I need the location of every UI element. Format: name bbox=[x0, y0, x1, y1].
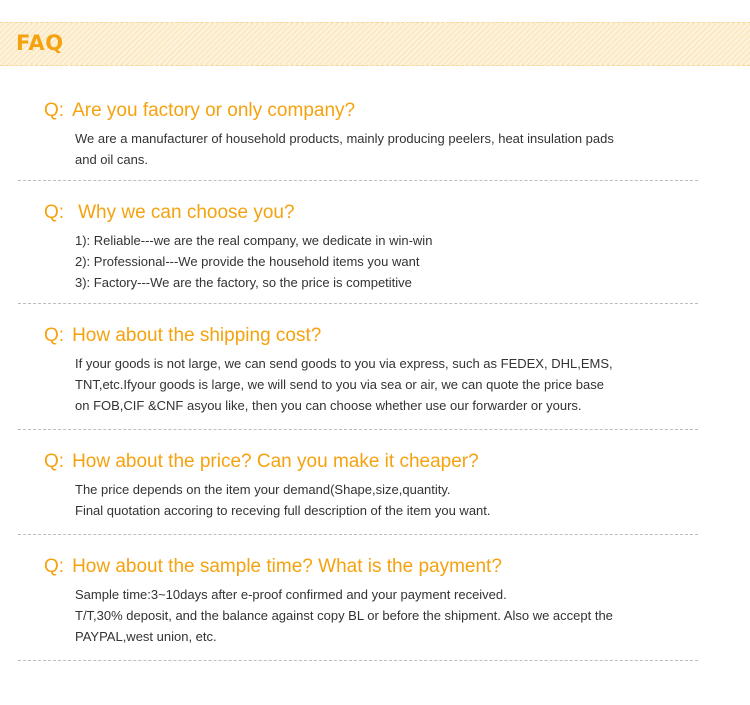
faq-item bbox=[18, 181, 698, 304]
question-prefix: Q: bbox=[44, 556, 65, 577]
answer-line: on FOB,CIF &CNF asyou like, then you can choose whether use our forwarder or yours. bbox=[75, 398, 582, 413]
question-text: Are you factory or only company? bbox=[72, 100, 356, 121]
faq-question bbox=[18, 201, 698, 225]
answer-line: and oil cans. bbox=[75, 152, 148, 167]
faq-question bbox=[18, 555, 698, 579]
faq-answer bbox=[18, 230, 675, 293]
question-prefix: Q: bbox=[44, 325, 65, 346]
faq-question bbox=[18, 450, 698, 474]
faq-item bbox=[18, 430, 698, 535]
faq-item bbox=[18, 304, 698, 430]
question-prefix: Q: bbox=[44, 100, 65, 121]
faq-answer bbox=[18, 584, 675, 647]
faq-answer bbox=[18, 128, 675, 170]
faq-question bbox=[18, 99, 698, 123]
faq-question bbox=[18, 324, 698, 348]
question-text: How about the shipping cost? bbox=[72, 325, 322, 346]
answer-line: If your goods is not large, we can send goods to you via express, such as FEDEX, DHL,EMS, bbox=[75, 356, 613, 371]
faq-header-band bbox=[0, 22, 750, 66]
faq-item bbox=[18, 535, 698, 661]
question-text: Why we can choose you? bbox=[78, 202, 295, 223]
answer-line: Final quotation accoring to receving full description of the item you want. bbox=[75, 503, 491, 518]
answer-line: The price depends on the item your demand(Shape,size,quantity. bbox=[75, 482, 451, 497]
faq-title: FAQ bbox=[16, 31, 64, 55]
faq-item bbox=[18, 66, 698, 181]
question-text: How about the sample time? What is the payment? bbox=[72, 556, 502, 577]
answer-line: TNT,etc.Ifyour goods is large, we will send to you via sea or air, we can quote the price base bbox=[75, 377, 604, 392]
answer-line: 1): Reliable---we are the real company, we dedicate in win-win bbox=[75, 233, 433, 248]
answer-line: 2): Professional---We provide the household items you want bbox=[75, 254, 420, 269]
answer-line: Sample time:3~10days after e-proof confirmed and your payment received. bbox=[75, 587, 507, 602]
answer-line: T/T,30% deposit, and the balance against copy BL or before the shipment. Also we accept the bbox=[75, 608, 613, 623]
answer-line: We are a manufacturer of household products, mainly producing peelers, heat insulation pads bbox=[75, 131, 614, 146]
faq-answer bbox=[18, 353, 675, 416]
answer-line: PAYPAL,west union, etc. bbox=[75, 629, 217, 644]
question-text: How about the price? Can you make it cheaper? bbox=[72, 451, 479, 472]
faq-answer bbox=[18, 479, 675, 521]
question-prefix: Q: bbox=[44, 202, 65, 223]
question-prefix: Q: bbox=[44, 451, 65, 472]
faq-list bbox=[0, 66, 750, 661]
answer-line: 3): Factory---We are the factory, so the price is competitive bbox=[75, 275, 412, 290]
